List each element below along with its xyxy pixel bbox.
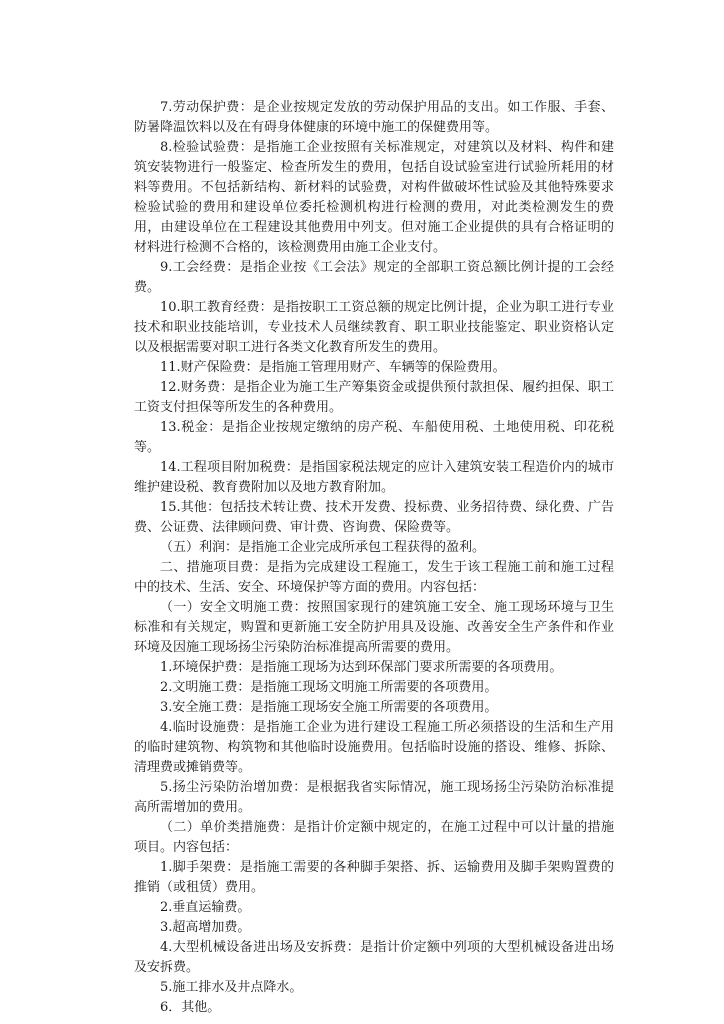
paragraph-super-height: 3.超高增加费。 — [160, 920, 251, 935]
paragraph-large-machinery: 4.大型机械设备进出场及安拆费：是指计价定额中列项的大型机械设备进出场及安拆费。 — [134, 940, 614, 975]
paragraph-labor-protection: 7.劳动保护费：是企业按规定发放的劳动保护用品的支出。如工作服、手套、防暑降温饮料以及在有碍身体健康的环境中施工的保健费用等。 — [134, 100, 614, 135]
paragraph-taxes: 13.税金：是指企业按规定缴纳的房产税、车船使用税、土地使用税、印花税等。 — [134, 420, 614, 455]
paragraph-profit: （五）利润：是指施工企业完成所承包工程获得的盈利。 — [160, 540, 486, 555]
paragraph-other: 6．其他。 — [160, 1000, 221, 1015]
paragraph-scaffolding: 1.脚手架费：是指施工需要的各种脚手架搭、拆、运输费用及脚手架购置费的推销（或租赁）费用。 — [134, 860, 614, 895]
paragraph-environment: 1.环境保护费：是指施工现场为达到环保部门要求所需要的各项费用。 — [160, 660, 563, 675]
paragraph-property-insurance: 11.财产保险费：是指施工管理用财产、车辆等的保险费用。 — [160, 360, 506, 375]
document-body — [134, 98, 614, 1018]
paragraph-financial-fee: 12.财务费：是指企业为施工生产筹集资金或提供预付款担保、履约担保、职工工资支付担保等所发生的各种费用。 — [134, 380, 614, 415]
paragraph-safe-civilized: （一）安全文明施工费：按照国家现行的建筑施工安全、施工现场环境与卫生标准和有关规定，购置和更新施工安全防护用具及设施、改善安全生产条件和作业环境及因施工现场扬尘污染防治标准提高所需要的费用。 — [134, 600, 614, 655]
paragraph-union-fee: 9.工会经费：是指企业按《工会法》规定的全部职工资总额比例计提的工会经费。 — [134, 260, 614, 295]
paragraph-inspection-test: 8.检验试验费：是指施工企业按照有关标准规定，对建筑以及材料、构件和建筑安装物进行一般鉴定、检查所发生的费用，包括自设试验室进行试验所耗用的材料等费用。不包括新结构、新材料的试验费，对构件做破坏性试验及其他特殊要求检验试验的费用和建设单位委托检测机构进行检测的费用，对此类检测发生的费用，由建设单位在工程建设其他费用中列支。但对施工企业提供的具有合格证明的材料进行检测不合格的，该检测费用由施工企业支付。 — [134, 140, 614, 255]
paragraph-education-fee: 10.职工教育经费：是指按职工工资总额的规定比例计提，企业为职工进行专业技术和职业技能培训，专业技术人员继续教育、职工职业技能鉴定、职业资格认定以及根据需要对职工进行各类文化教育所发生的费用。 — [134, 300, 614, 355]
paragraph-temporary-facilities: 4.临时设施费：是指施工企业为进行建设工程施工所必须搭设的生活和生产用的临时建筑物、构筑物和其他临时设施费用。包括临时设施的搭设、维修、拆除、清理费或摊销费等。 — [134, 720, 614, 775]
paragraph-safety: 3.安全施工费：是指施工现场安全施工所需要的各项费用。 — [160, 700, 498, 715]
paragraph-vertical-transport: 2.垂直运输费。 — [160, 900, 251, 915]
paragraph-measure-items: 二、措施项目费：是指为完成建设工程施工，发生于该工程施工前和施工过程中的技术、生活、安全、环境保护等方面的费用。内容包括： — [134, 560, 614, 595]
paragraph-surcharges: 14.工程项目附加税费：是指国家税法规定的应计入建筑安装工程造价内的城市维护建设税、教育费附加以及地方教育附加。 — [134, 460, 614, 495]
paragraph-unit-price-measures: （二）单价类措施费：是指计价定额中规定的，在施工过程中可以计量的措施项目。内容包括： — [134, 820, 614, 855]
paragraph-other-costs: 15.其他：包括技术转让费、技术开发费、投标费、业务招待费、绿化费、广告费、公证费、法律顾问费、审计费、咨询费、保险费等。 — [134, 500, 614, 535]
paragraph-drainage: 5.施工排水及井点降水。 — [160, 980, 303, 995]
paragraph-dust-control: 5.扬尘污染防治增加费：是根据我省实际情况，施工现场扬尘污染防治标准提高所需增加的费用。 — [134, 780, 614, 815]
paragraph-civilized: 2.文明施工费：是指施工现场文明施工所需要的各项费用。 — [160, 680, 498, 695]
